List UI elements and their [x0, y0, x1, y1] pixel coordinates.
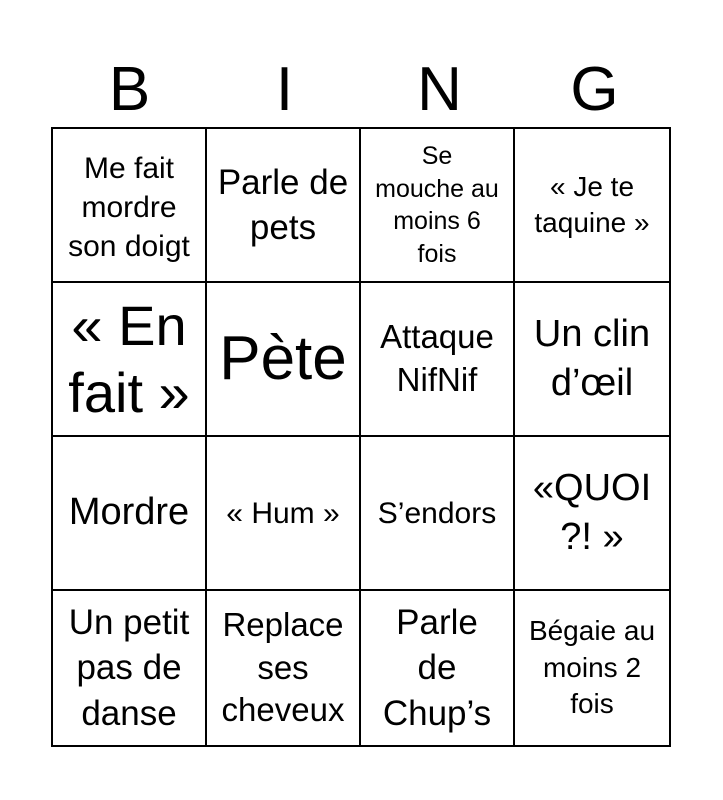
- bingo-cell[interactable]: [515, 437, 669, 591]
- bingo-cell-text: Parle de Chup’s: [382, 602, 492, 733]
- bingo-cell[interactable]: [207, 591, 361, 745]
- header-letter-n: N: [417, 55, 462, 124]
- bingo-cell[interactable]: [53, 437, 207, 591]
- bingo-cell-text: « Je te taquine »: [534, 170, 650, 238]
- bingo-cell-text: «QUOI ?! »: [532, 466, 652, 558]
- bingo-cell-text: Un clin d’œil: [533, 312, 651, 404]
- bingo-cell[interactable]: [361, 437, 515, 591]
- bingo-cell-text: Un petit pas de danse: [68, 602, 190, 733]
- bingo-cell[interactable]: [207, 283, 361, 437]
- header-letter-i: I: [275, 55, 294, 124]
- bingo-cell-text: Parle de pets: [217, 162, 349, 247]
- bingo-cell[interactable]: [361, 591, 515, 745]
- bingo-cell-text: Attaque NifNif: [380, 318, 494, 398]
- bingo-cell[interactable]: [515, 591, 669, 745]
- bingo-cell-text: Bégaie au moins 2 fois: [528, 615, 656, 720]
- bingo-cell-text: Mordre: [68, 491, 190, 534]
- bingo-cell[interactable]: [53, 129, 207, 283]
- bingo-cell-text: Replace ses cheveux: [221, 605, 345, 729]
- bingo-cell-text: Pète: [219, 323, 347, 393]
- bingo-cell[interactable]: [53, 283, 207, 437]
- bingo-cell[interactable]: [207, 129, 361, 283]
- bingo-header: [52, 52, 672, 128]
- bingo-cell[interactable]: [53, 591, 207, 745]
- bingo-cell-text: « Hum »: [226, 496, 340, 530]
- bingo-cell[interactable]: [207, 437, 361, 591]
- bingo-cell-text: Me fait mordre son doigt: [68, 151, 190, 263]
- header-letter-g: G: [570, 55, 619, 124]
- bingo-cell-text: « En fait »: [68, 293, 190, 424]
- bingo-cell-text: S’endors: [377, 496, 497, 530]
- bingo-cell[interactable]: [515, 283, 669, 437]
- header-letter-b: B: [108, 55, 151, 124]
- bingo-cell[interactable]: [361, 283, 515, 437]
- bingo-grid: [51, 127, 671, 747]
- bingo-cell[interactable]: [515, 129, 669, 283]
- bingo-cell-text: Se mouche au moins 6 fois: [375, 142, 499, 268]
- bingo-cell[interactable]: [361, 129, 515, 283]
